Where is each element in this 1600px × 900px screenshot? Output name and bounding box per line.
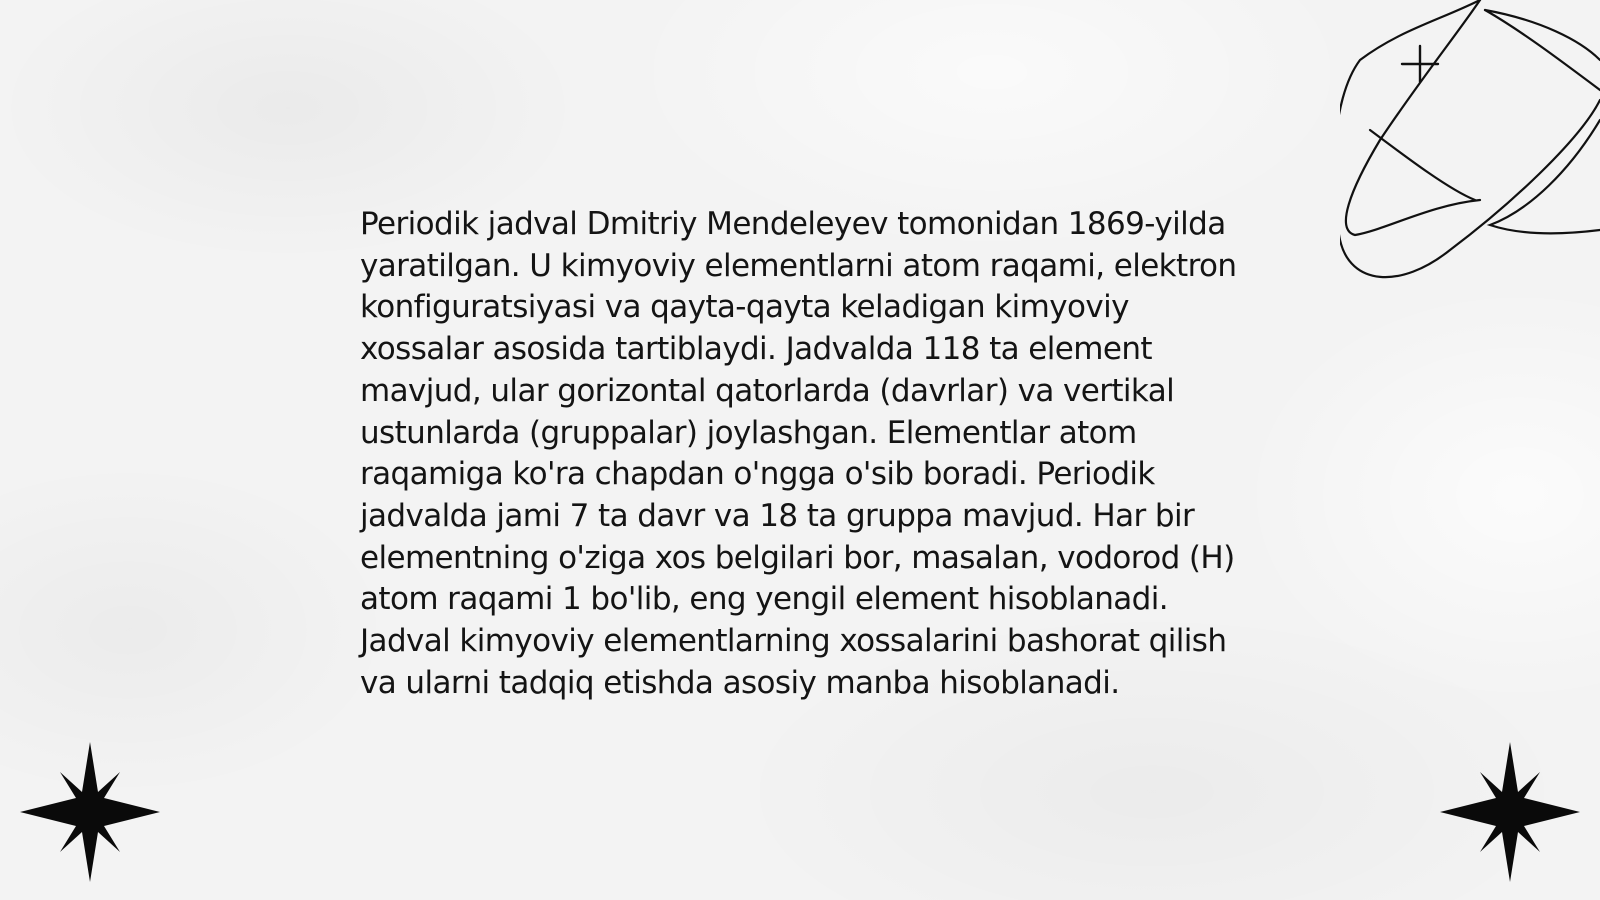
sparkle-icon xyxy=(1402,46,1438,82)
four-point-star-icon xyxy=(1440,742,1580,882)
orbit-lines-icon xyxy=(1340,0,1600,290)
slide-body-text: Periodik jadval Dmitriy Mendeleyev tomonidan 1869-yilda yaratilgan. U kimyoviy elementlarni atom raqami, elektron konfiguratsiyasi va qayta-qayta keladigan kimyoviy xossalar asosida tartiblaydi. Jadvalda 118 ta element mavjud, ular gorizontal qatorlarda (davrlar) va vertikal ustunlarda (gruppalar) joylashgan. Elementlar atom raqamiga ko'ra chapdan o'ngga o'sib boradi. Periodik jadvalda jami 7 ta davr va 18 ta gruppa mavjud. Har bir elementning o'ziga xos belgilari bor, masalan, vodorod (H) atom raqami 1 bo'lib, eng yengil element hisoblanadi. Jadval kimyoviy elementlarning xossalarini bashorat qilish va ularni tadqiq etishda asosiy manba hisoblanadi. xyxy=(360,206,1237,701)
four-point-star-icon xyxy=(20,742,160,882)
